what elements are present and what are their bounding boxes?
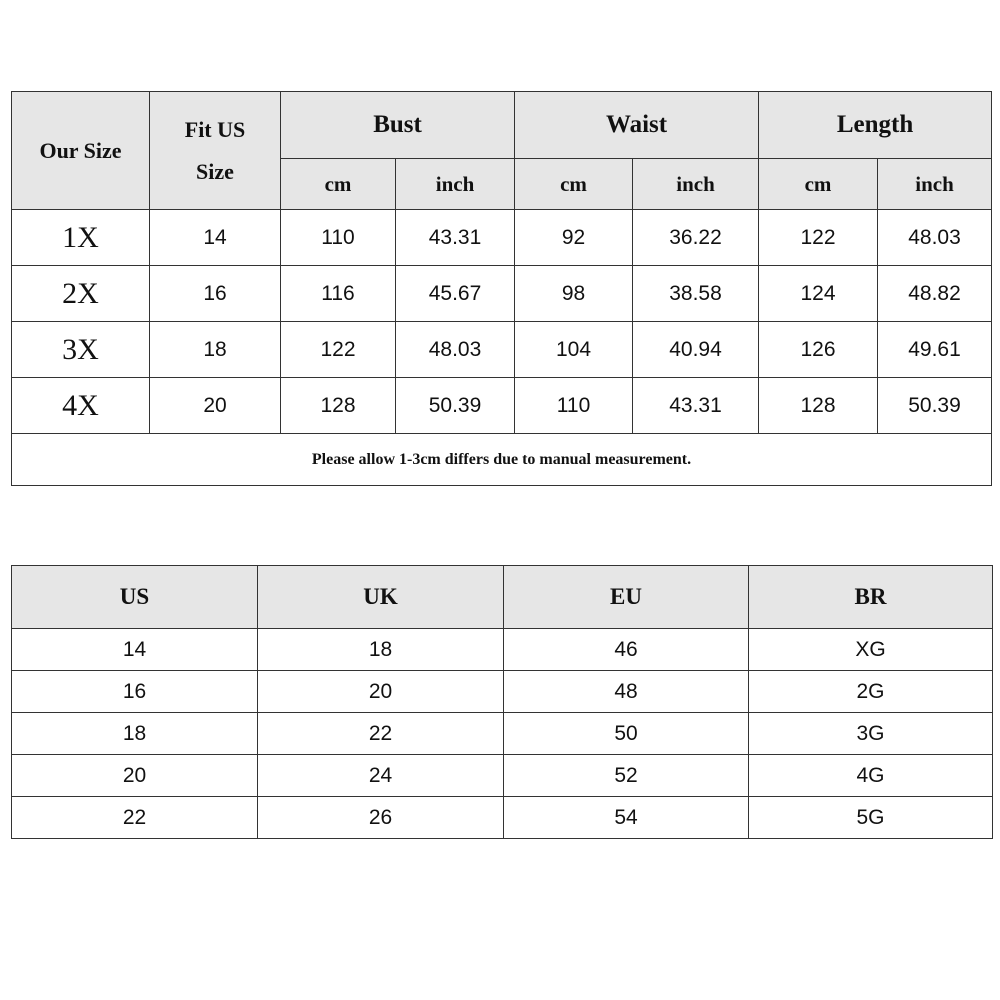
eu-cell: 46 bbox=[504, 629, 749, 671]
bust-header: Bust bbox=[281, 92, 515, 159]
waist-inch-cell: 43.31 bbox=[633, 378, 759, 434]
uk-cell: 26 bbox=[258, 797, 504, 839]
length-cm-cell: 122 bbox=[759, 210, 878, 266]
us-header: US bbox=[12, 566, 258, 629]
fit-us-cell: 18 bbox=[150, 322, 281, 378]
measurement-note: Please allow 1-3cm differs due to manual measurement. bbox=[12, 434, 992, 486]
table-row bbox=[12, 671, 993, 713]
us-cell: 18 bbox=[12, 713, 258, 755]
bust-cm-cell: 122 bbox=[281, 322, 396, 378]
eu-cell: 48 bbox=[504, 671, 749, 713]
waist-cm-cell: 98 bbox=[515, 266, 633, 322]
size-cell: 4X bbox=[12, 378, 150, 434]
length-inch-cell: 48.82 bbox=[878, 266, 992, 322]
bust-cm-cell: 110 bbox=[281, 210, 396, 266]
bust-inch-cell: 45.67 bbox=[396, 266, 515, 322]
fit-us-header-line1: Fit US bbox=[184, 116, 246, 142]
waist-inch-cell: 38.58 bbox=[633, 266, 759, 322]
table-row bbox=[12, 629, 993, 671]
us-cell: 20 bbox=[12, 755, 258, 797]
table-row bbox=[12, 322, 992, 378]
table-row bbox=[12, 713, 993, 755]
bust-inch-header: inch bbox=[396, 159, 515, 210]
br-cell: 4G bbox=[749, 755, 993, 797]
uk-header: UK bbox=[258, 566, 504, 629]
size-chart-table bbox=[11, 91, 992, 486]
bust-inch-cell: 43.31 bbox=[396, 210, 515, 266]
length-inch-cell: 49.61 bbox=[878, 322, 992, 378]
length-cm-cell: 126 bbox=[759, 322, 878, 378]
br-cell: 3G bbox=[749, 713, 993, 755]
table-row bbox=[12, 378, 992, 434]
length-inch-cell: 50.39 bbox=[878, 378, 992, 434]
us-cell: 14 bbox=[12, 629, 258, 671]
bust-cm-header: cm bbox=[281, 159, 396, 210]
table-row bbox=[12, 755, 993, 797]
bust-inch-cell: 50.39 bbox=[396, 378, 515, 434]
size-cell: 2X bbox=[12, 266, 150, 322]
length-cm-cell: 128 bbox=[759, 378, 878, 434]
br-cell: XG bbox=[749, 629, 993, 671]
our-size-header: Our Size bbox=[12, 92, 150, 210]
fit-us-cell: 14 bbox=[150, 210, 281, 266]
uk-cell: 24 bbox=[258, 755, 504, 797]
length-inch-cell: 48.03 bbox=[878, 210, 992, 266]
eu-header: EU bbox=[504, 566, 749, 629]
waist-inch-cell: 40.94 bbox=[633, 322, 759, 378]
bust-cm-cell: 116 bbox=[281, 266, 396, 322]
size-cell: 1X bbox=[12, 210, 150, 266]
length-cm-cell: 124 bbox=[759, 266, 878, 322]
br-cell: 2G bbox=[749, 671, 993, 713]
us-cell: 16 bbox=[12, 671, 258, 713]
waist-cm-cell: 92 bbox=[515, 210, 633, 266]
length-header: Length bbox=[759, 92, 992, 159]
waist-cm-cell: 110 bbox=[515, 378, 633, 434]
uk-cell: 22 bbox=[258, 713, 504, 755]
waist-cm-header: cm bbox=[515, 159, 633, 210]
fit-us-cell: 20 bbox=[150, 378, 281, 434]
length-cm-header: cm bbox=[759, 159, 878, 210]
waist-inch-header: inch bbox=[633, 159, 759, 210]
table-row bbox=[12, 797, 993, 839]
br-header: BR bbox=[749, 566, 993, 629]
fit-us-cell: 16 bbox=[150, 266, 281, 322]
waist-inch-cell: 36.22 bbox=[633, 210, 759, 266]
uk-cell: 18 bbox=[258, 629, 504, 671]
eu-cell: 52 bbox=[504, 755, 749, 797]
table-row bbox=[12, 266, 992, 322]
waist-header: Waist bbox=[515, 92, 759, 159]
table-row bbox=[12, 210, 992, 266]
eu-cell: 50 bbox=[504, 713, 749, 755]
bust-cm-cell: 128 bbox=[281, 378, 396, 434]
br-cell: 5G bbox=[749, 797, 993, 839]
uk-cell: 20 bbox=[258, 671, 504, 713]
bust-inch-cell: 48.03 bbox=[396, 322, 515, 378]
length-inch-header: inch bbox=[878, 159, 992, 210]
eu-cell: 54 bbox=[504, 797, 749, 839]
size-conversion-table bbox=[11, 565, 993, 839]
waist-cm-cell: 104 bbox=[515, 322, 633, 378]
us-cell: 22 bbox=[12, 797, 258, 839]
size-cell: 3X bbox=[12, 322, 150, 378]
fit-us-size-header bbox=[150, 92, 281, 210]
fit-us-header-line2: Size bbox=[196, 158, 234, 184]
